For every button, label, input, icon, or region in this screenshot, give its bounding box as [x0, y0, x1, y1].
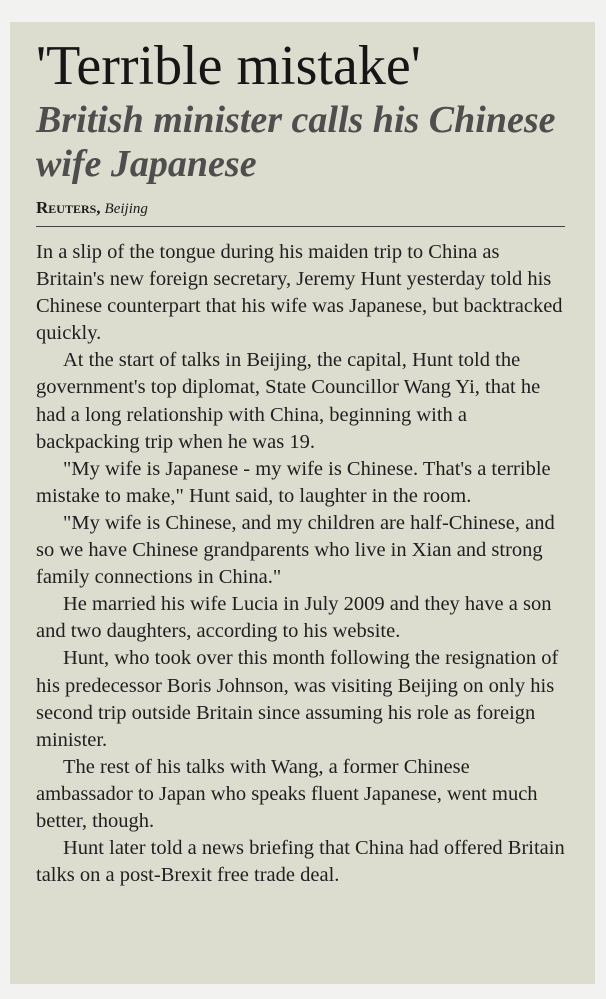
- subheadline: British minister calls his Chinese wife Japanese: [36, 99, 556, 185]
- dateline: [36, 198, 565, 227]
- paragraph-3: "My wife is Japanese - my wife is Chinese. That's a terrible mistake to make," Hunt said, to laughter in the room.: [36, 457, 551, 507]
- paragraph-8: Hunt later told a news briefing that China had offered Britain talks on a post-Brexit free trade deal.: [36, 837, 565, 887]
- article-body: [36, 239, 565, 889]
- news-agency: Reuters,: [36, 198, 101, 217]
- paragraph-7: The rest of his talks with Wang, a former Chinese ambassador to Japan who speaks fluent Japanese, went much better, though.: [36, 755, 538, 832]
- paragraph-1: In a slip of the tongue during his maiden trip to China as Britain's new foreign secretary, Jeremy Hunt yesterday told his Chinese counterpart that his wife was Japanese, but backtracked quickly.: [36, 241, 563, 345]
- paragraph-2: At the start of talks in Beijing, the capital, Hunt told the government's top diplomat, State Councillor Wang Yi, that he had a long relationship with China, beginning with a backpacking trip when he was 19.: [36, 349, 541, 453]
- dateline-location: Beijing: [104, 201, 148, 217]
- paragraph-4: "My wife is Chinese, and my children are half-Chinese, and so we have Chinese grandparents who live in Xian and strong family connections in China.": [36, 511, 555, 589]
- newspaper-clipping: [10, 22, 595, 984]
- paragraph-5: He married his wife Lucia in July 2009 and they have a son and two daughters, according to his website.: [36, 593, 552, 643]
- headline: 'Terrible mistake': [36, 35, 421, 97]
- paragraph-6: Hunt, who took over this month following the resignation of his predecessor Boris Johnson, was visiting Beijing on only his second trip outside Britain since assuming his role as foreign minister.: [36, 647, 559, 751]
